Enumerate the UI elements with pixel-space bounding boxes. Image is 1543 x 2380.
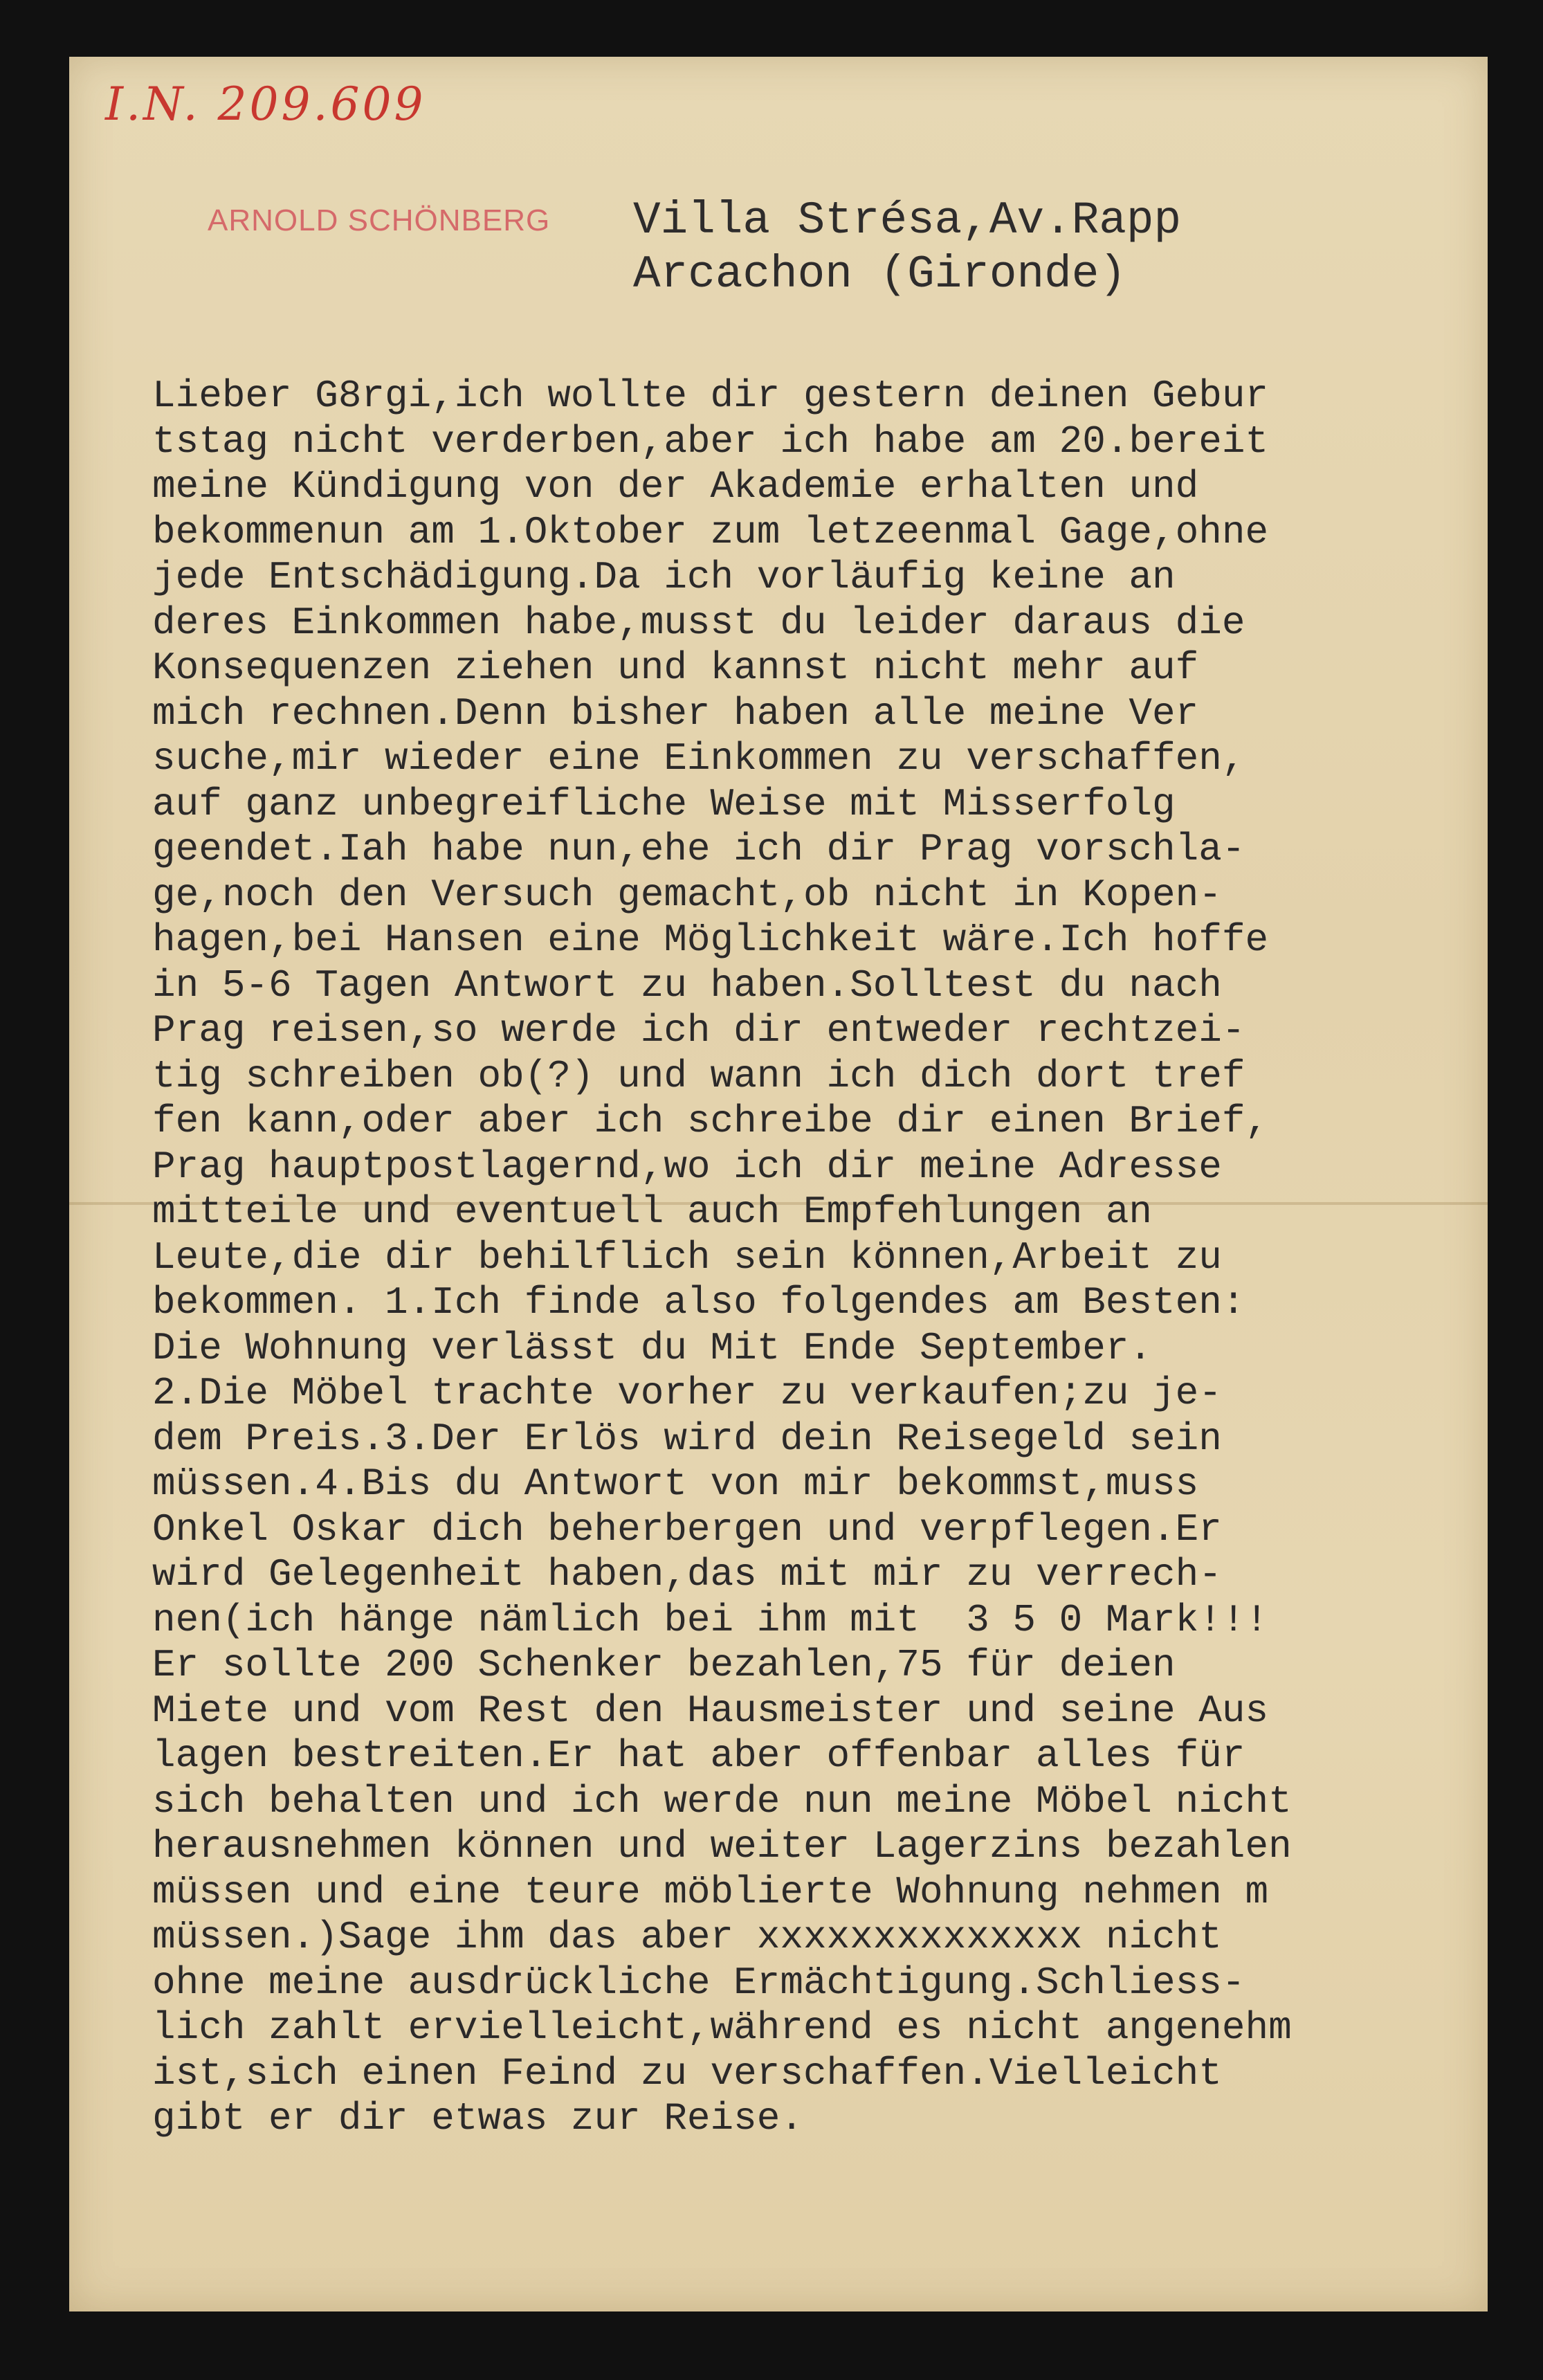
letter-line: Lieber G8rgi,ich wollte dir gestern deinen Gebur	[152, 374, 1269, 418]
letter-line: sich behalten und ich werde nun meine Möbel nicht	[152, 1779, 1292, 1824]
letter-line: meine Kündigung von der Akademie erhalten und	[152, 464, 1199, 509]
letter-line: Er sollte 200 Schenker bezahlen,75 für deien	[152, 1643, 1176, 1687]
letter-line: nen(ich hänge nämlich bei ihm mit 3 5 0 Mark!!!	[152, 1597, 1269, 1642]
letter-line: Konsequenzen ziehen und kannst nicht mehr auf	[152, 646, 1199, 690]
letter-line: müssen und eine teure möblierte Wohnung nehmen m	[152, 1869, 1269, 1914]
letter-line: herausnehmen können und weiter Lagerzins bezahlen	[152, 1824, 1292, 1869]
letter-line: ist,sich einen Feind zu verschaffen.Vielleicht	[152, 2051, 1222, 2096]
letter-line: tig schreiben ob(?) und wann ich dich dort tref	[152, 1053, 1245, 1098]
letter-line: mitteile und eventuell auch Empfehlungen an	[152, 1190, 1153, 1234]
letter-body	[152, 374, 1481, 2142]
letter-line: auf ganz unbegreifliche Weise mit Misserfolg	[152, 781, 1176, 826]
letter-line: lich zahlt ervielleicht,während es nicht angenehm	[152, 2006, 1292, 2050]
letter-line: geendet.Iah habe nun,ehe ich dir Prag vorschla-	[152, 827, 1245, 871]
letter-line: fen kann,oder aber ich schreibe dir einen Brief,	[152, 1099, 1269, 1143]
address-line: Villa Strésa,Av.Rapp	[633, 194, 1182, 246]
sender-address	[633, 194, 1181, 302]
letter-line: jede Entschädigung.Da ich vorläufig keine an	[152, 555, 1176, 599]
letter-line: Prag hauptpostlagernd,wo ich dir meine Adresse	[152, 1144, 1222, 1189]
letter-line: Leute,die dir behilflich sein können,Arbeit zu	[152, 1235, 1222, 1280]
letter-line: ohne meine ausdrückliche Ermächtigung.Schliess-	[152, 1960, 1245, 2005]
letter-line: Prag reisen,so werde ich dir entweder rechtzei-	[152, 1008, 1245, 1053]
letterhead-stamp: ARNOLD SCHÖNBERG	[208, 203, 551, 237]
letter-line: wird Gelegenheit haben,das mit mir zu verrech-	[152, 1552, 1222, 1597]
letter-line: tstag nicht verderben,aber ich habe am 20.bereit	[152, 419, 1269, 464]
letter-line: Onkel Oskar dich beherbergen und verpflegen.Er	[152, 1507, 1222, 1552]
letter-line: Die Wohnung verlässt du Mit Ende September.	[152, 1325, 1153, 1370]
letter-line: in 5-6 Tagen Antwort zu haben.Solltest du nach	[152, 963, 1222, 1008]
letter-line: dem Preis.3.Der Erlös wird dein Reisegeld sein	[152, 1416, 1222, 1461]
letter-line: bekommen. 1.Ich finde also folgendes am Besten:	[152, 1280, 1245, 1325]
address-line: Arcachon (Gironde)	[633, 248, 1126, 300]
letter-line: gibt er dir etwas zur Reise.	[152, 2096, 803, 2141]
letter-line: 2.Die Möbel trachte vorher zu verkaufen;zu je-	[152, 1371, 1222, 1415]
letter-line: Miete und vom Rest den Hausmeister und seine Aus	[152, 1688, 1269, 1733]
inventory-number: I.N. 209.609	[105, 78, 426, 131]
letter-line: ge,noch den Versuch gemacht,ob nicht in Kopen-	[152, 872, 1222, 917]
letter-line: deres Einkommen habe,musst du leider daraus die	[152, 600, 1245, 645]
letter-line: müssen.4.Bis du Antwort von mir bekommst,muss	[152, 1462, 1199, 1506]
letter-line: hagen,bei Hansen eine Möglichkeit wäre.Ich hoffe	[152, 918, 1269, 962]
letter-line: mich rechnen.Denn bisher haben alle meine Ver	[152, 691, 1199, 736]
letter-page	[69, 57, 1488, 2311]
letter-line: suche,mir wieder eine Einkommen zu verschaffen,	[152, 736, 1245, 781]
letter-line: müssen.)Sage ihm das aber xxxxxxxxxxxxxx nicht	[152, 1915, 1222, 1959]
letter-line: lagen bestreiten.Er hat aber offenbar alles für	[152, 1734, 1245, 1778]
letter-line: bekommenun am 1.Oktober zum letzeenmal Gage,ohne	[152, 509, 1269, 554]
